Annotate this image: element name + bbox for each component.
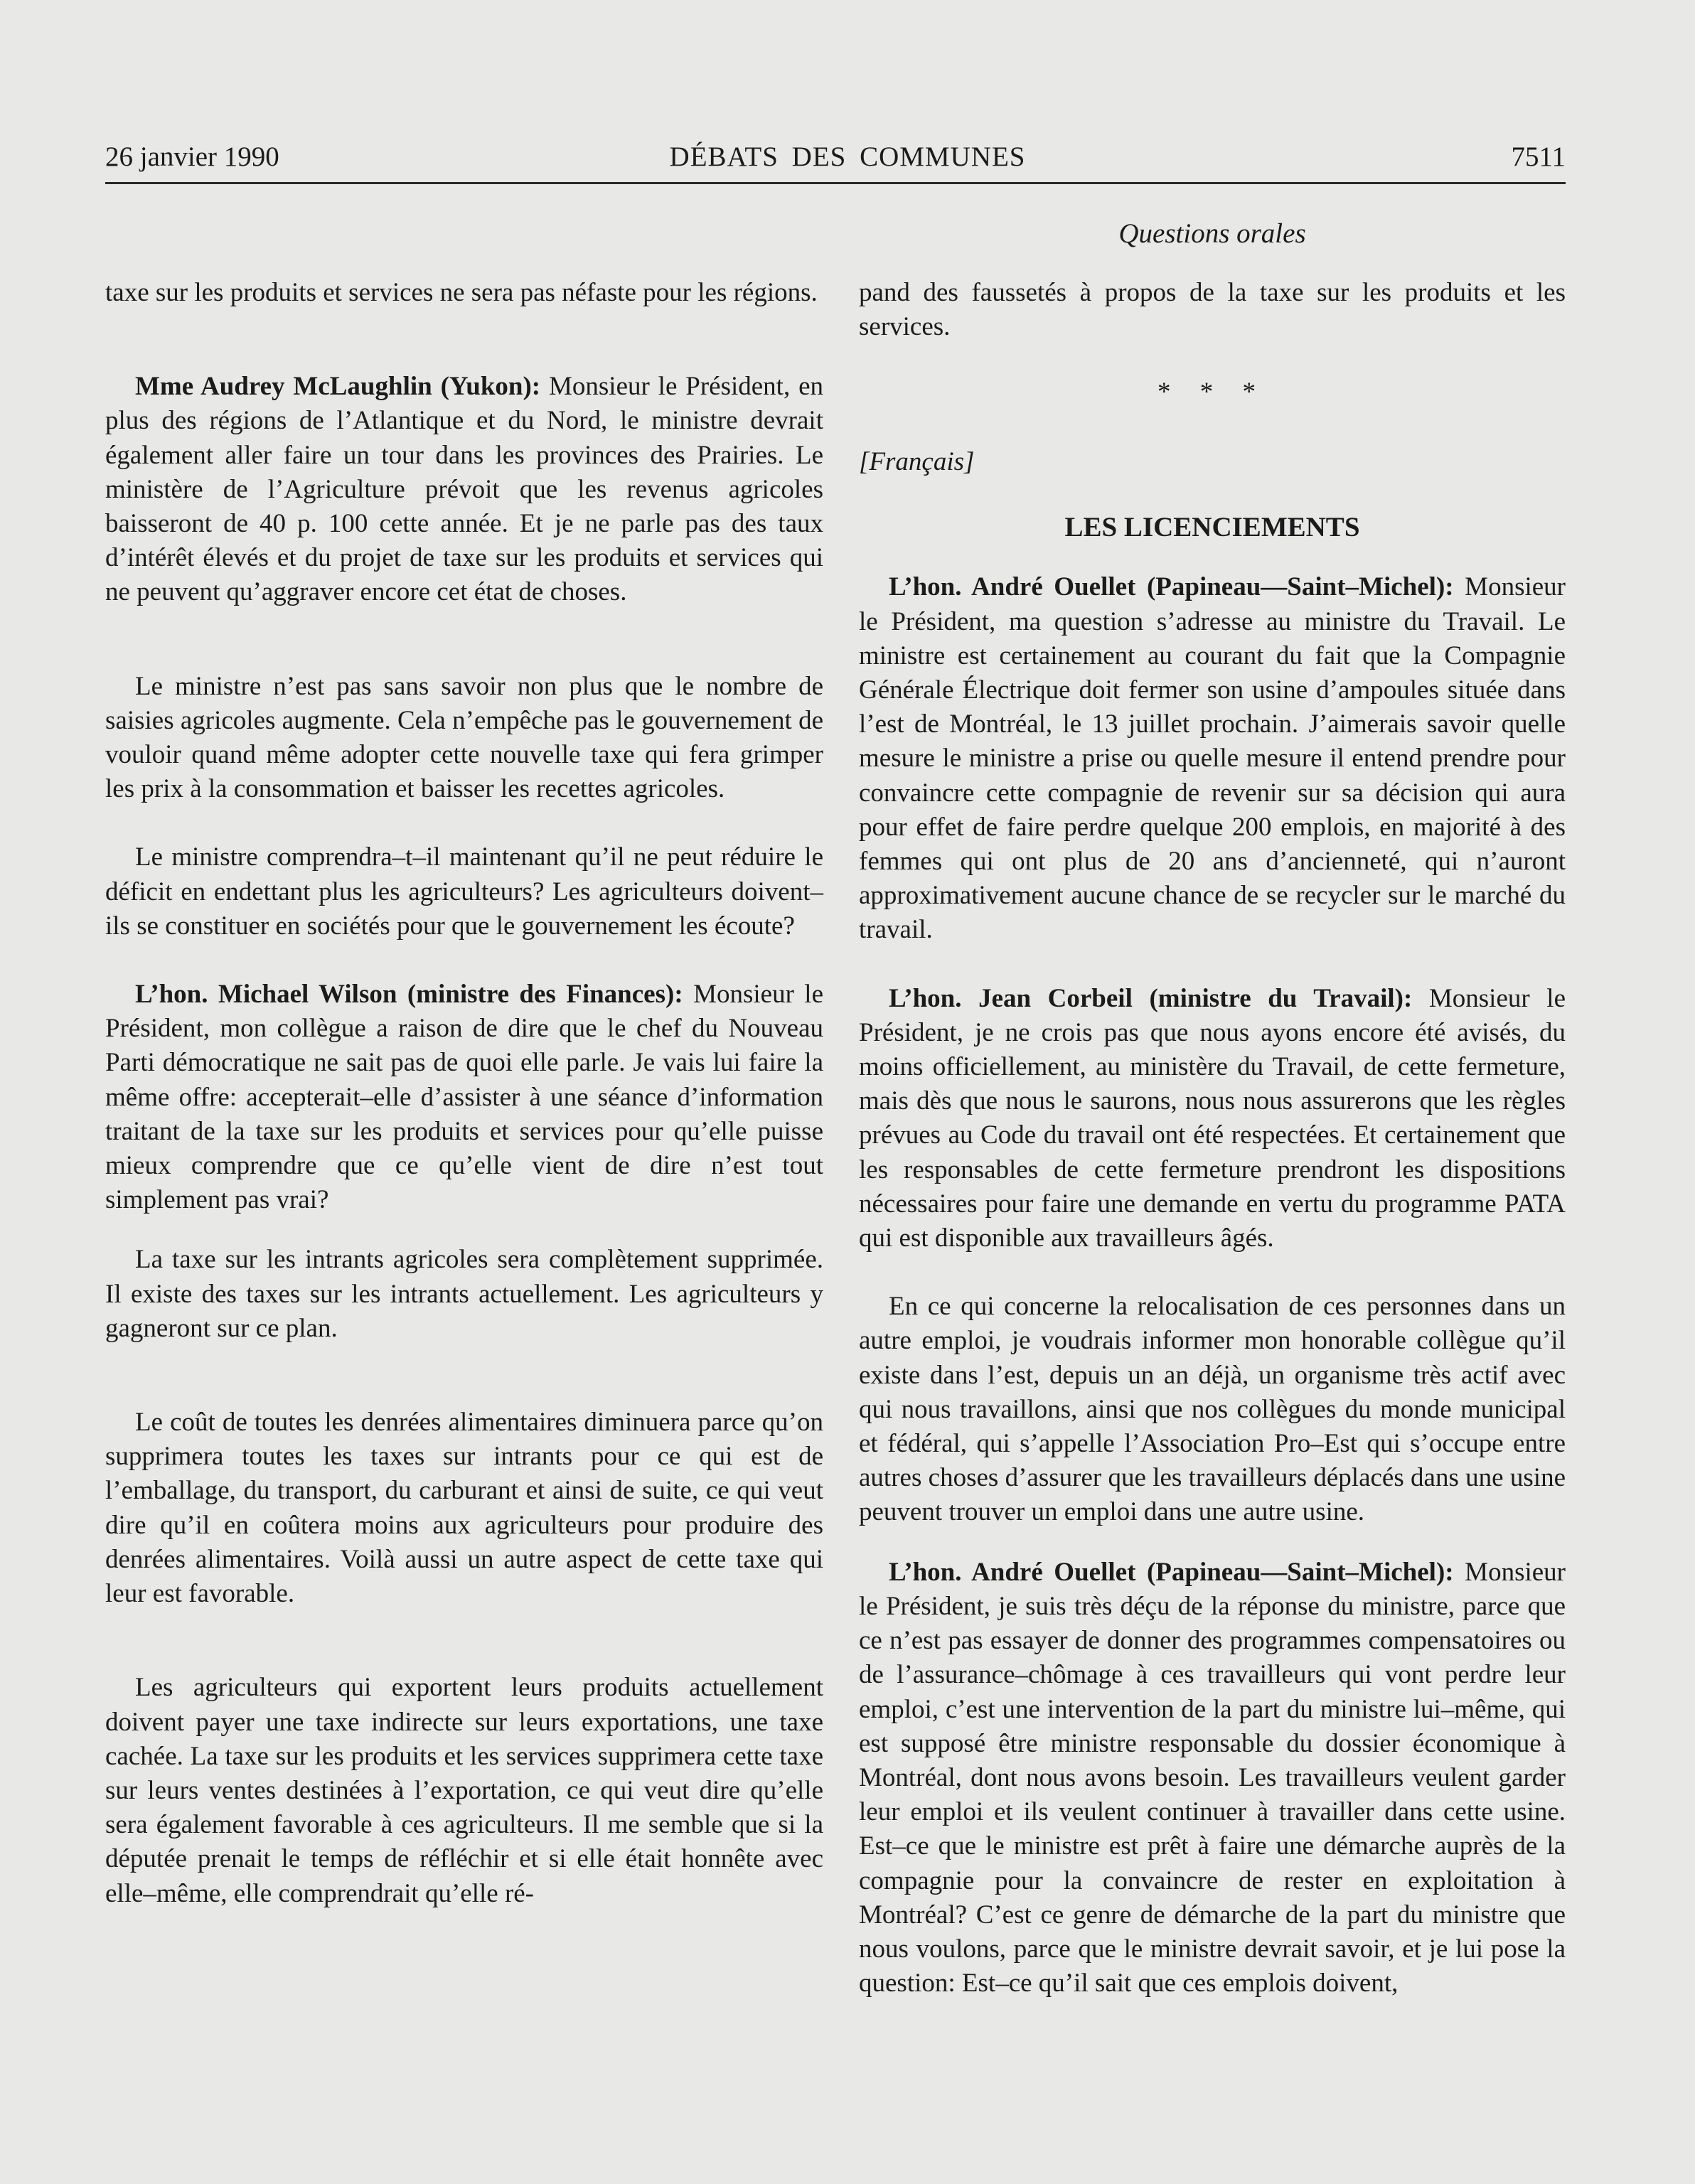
- speech-paragraph: [859, 1556, 1566, 2001]
- paragraph: Le ministre n’est pas sans savoir non plus que le nombre de saisies agricoles augmente. Cela n’empêche pas le gouvernement de vouloir quand même adopter cette nouvelle taxe qui fera grimper les prix à la consommation et baisser les recettes agricoles.: [105, 671, 823, 804]
- speech-paragraph: [859, 570, 1566, 947]
- paragraph: Le coût de toutes les denrées alimentaires diminuera parce qu’on supprimera toutes les taxes sur intrants pour ce qui est de l’emballage, du transport, du carburant et ainsi de suite, ce qui veut dire qu’il en coûtera moins aux agriculteurs pour produire des denrées alimentaires. Voilà aussi un autre aspect de cette taxe qui leur est favorable.: [105, 1408, 823, 1609]
- speech-paragraph: [105, 978, 823, 1217]
- section-separator: * * *: [1157, 378, 1267, 407]
- paragraph: taxe sur les produits et services ne sera pas néfaste pour les régions.: [105, 278, 818, 307]
- speaker-name: Mme Audrey McLaughlin (Yukon):: [135, 372, 541, 402]
- language-tag: [Français]: [859, 447, 975, 477]
- paragraph: pand des faussetés à propos de la taxe sur les produits et les services.: [859, 278, 1566, 342]
- right-column: [859, 276, 1566, 2001]
- speech-text: Monsieur le Président, en plus des régions de l’Atlantique et du Nord, le ministre devrait également aller faire un tour dans les provinces des Prairies. Le ministère de l’Agriculture prévoit que les revenus agricoles baisseront de 40 p. 100 cette année. Et je ne parle pas des taux d’intérêt élevés et du projet de taxe sur les produits et services qui ne peuvent qu’aggraver encore cet état de choses.: [105, 372, 823, 607]
- speaker-name: L’hon. André Ouellet (Papineau—Saint–Michel):: [889, 1557, 1454, 1587]
- speech-paragraph: [105, 370, 823, 609]
- header-title: DÉBATS DES COMMUNES: [669, 141, 1026, 172]
- header-date: 26 janvier 1990: [105, 141, 279, 172]
- running-head: Questions orales: [1118, 218, 1306, 249]
- header-page-number: 7511: [1511, 141, 1566, 172]
- paragraph: Les agriculteurs qui exportent leurs produits actuellement doivent payer une taxe indirecte sur leurs exportations, une taxe cachée. La taxe sur les produits et les services supprimera cette taxe sur leurs ventes destinées à l’exportation, ce qui veut dire qu’elle sera également favorable à ces agriculteurs. Il me semble que si la députée prenait le temps de réfléchir et si elle était honnête avec elle–même, elle comprendrait qu’elle ré-: [105, 1673, 823, 1908]
- speech-text: Monsieur le Président, je suis très déçu de la réponse du ministre, parce que ce n’est pas essayer de donner des programmes compensatoires ou de l’assurance–chômage à ces travailleurs qui vont perdre leur emploi, c’est une intervention de la part du ministre lui–même, qui est supposé être ministre responsable du dossier économique à Montréal, dont nous avons besoin. Les travailleurs veulent garder leur emploi et ils veulent continuer à travailler dans cette usine. Est–ce que le ministre est prêt à faire une démarche auprès de la compagnie pour la convaincre de rester en exploitation à Montréal? C’est ce genre de démarche de la part du ministre que nous voulons, parce que le ministre devrait savoir, et je lui pose la question: Est–ce qu’il sait que ces emplois doivent,: [859, 1557, 1566, 1998]
- speech-text: Monsieur le Président, mon collègue a raison de dire que le chef du Nouveau Parti démocratique ne sait pas de quoi elle parle. Je vais lui faire la même offre: accepterait–elle d’assister à une séance d’information traitant de la taxe sur les produits et services pour qu’elle puisse mieux comprendre que ce qu’elle vient de dire n’est tout simplement pas vrai?: [105, 980, 823, 1215]
- speaker-name: L’hon. Jean Corbeil (ministre du Travail):: [889, 983, 1413, 1013]
- header-rule: [105, 182, 1566, 184]
- paragraph: La taxe sur les intrants agricoles sera complètement supprimée. Il existe des taxes sur les intrants actuellement. Les agriculteurs y gagneront sur ce plan.: [105, 1245, 823, 1343]
- speech-text: Monsieur le Président, je ne crois pas que nous ayons encore été avisés, du moins officiellement, au ministère du Travail, de cette fermeture, mais dès que nous le saurons, nous nous assurerons que les règles prévues au Code du travail ont été respectées. Et certainement que les responsables de cette fermeture prendront les dispositions nécessaires pour faire une demande en vertu du programme PATA qui est disponible aux travailleurs âgés.: [859, 983, 1566, 1253]
- paragraph: Le ministre comprendra–t–il maintenant qu’il ne peut réduire le déficit en endettant plus les agriculteurs? Les agriculteurs doivent–ils se constituer en sociétés pour que le gouvernement les écoute?: [105, 842, 823, 941]
- left-column: [105, 276, 823, 1911]
- speech-text: Monsieur le Président, ma question s’adresse au ministre du Travail. Le ministre est certainement au courant du fait que la Compagnie Générale Électrique doit fermer son usine d’ampoules située dans l’est de Montréal, le 13 juillet prochain. J’aimerais savoir quelle mesure le ministre a prise ou quelle mesure il entend prendre pour convaincre cette compagnie de revenir sur sa décision qui aura pour effet de faire perdre quelque 200 emplois, en majorité à des femmes qui ont plus de 20 ans d’ancienneté, qui n’auront approximativement aucune chance de se recycler sur le marché du travail.: [859, 572, 1566, 945]
- section-heading: LES LICENCIEMENTS: [1064, 512, 1360, 543]
- speaker-name: L’hon. Michael Wilson (ministre des Finances):: [135, 980, 683, 1010]
- speech-paragraph: [859, 982, 1566, 1256]
- paragraph: En ce qui concerne la relocalisation de ces personnes dans un autre emploi, je voudrais informer mon honorable collègue qu’il existe dans l’est, depuis un an déjà, un organisme très actif avec qui nous travaillons, ainsi que nos collègues du monde municipal et fédéral, qui s’appelle l’Association Pro–Est qui s’occupe entre autres choses d’assurer que les travailleurs déplacés dans une usine peuvent trouver un emploi dans une autre usine.: [859, 1292, 1566, 1527]
- speaker-name: L’hon. André Ouellet (Papineau—Saint–Michel):: [889, 572, 1454, 602]
